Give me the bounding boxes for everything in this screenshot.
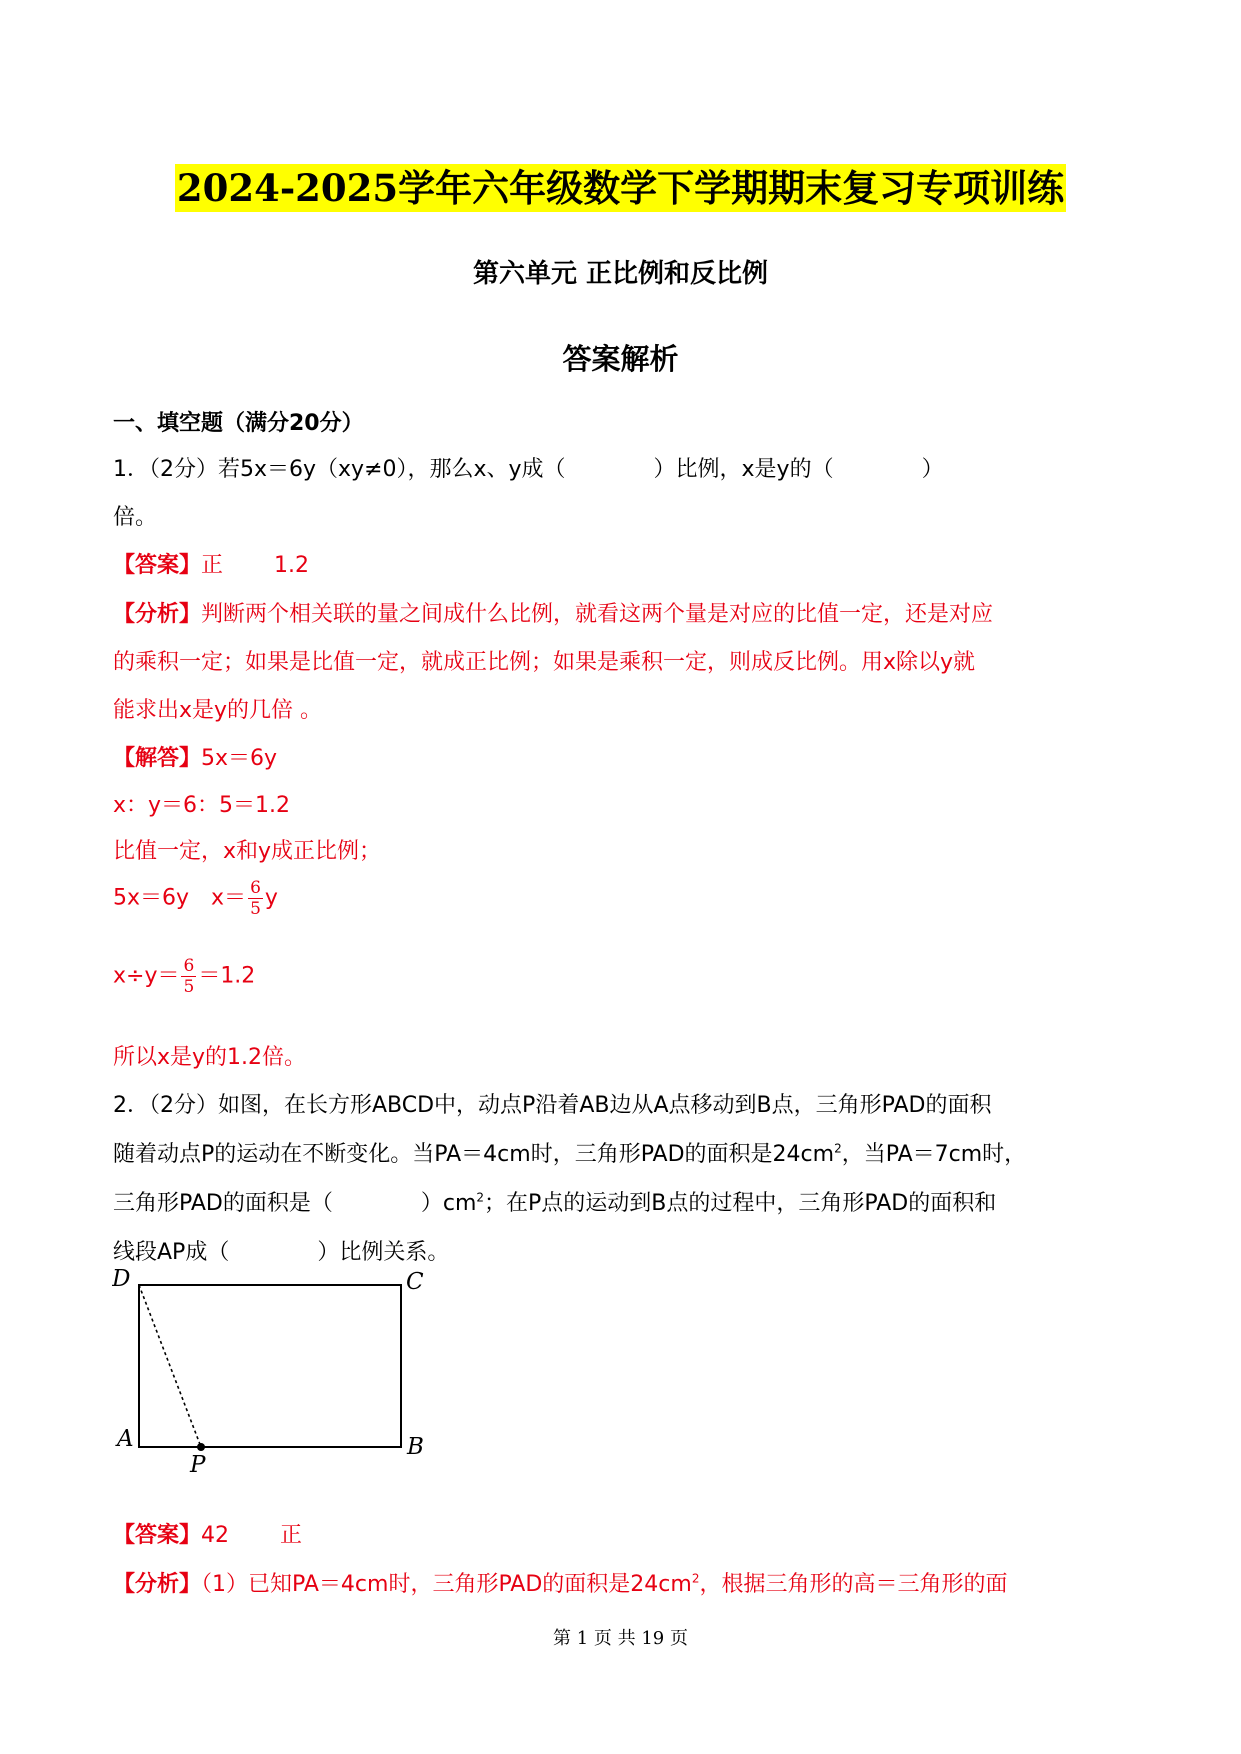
q2-answer xyxy=(113,1518,302,1549)
label-p: P xyxy=(190,1452,206,1475)
q1-solution-line4: 5x＝6y x＝ $\frac{6}{5}$ y xyxy=(113,878,278,919)
analysis-tag: 【分析】 xyxy=(113,1572,202,1597)
solution-tag: 【解答】 xyxy=(113,746,202,771)
q1-solution-line3: 比值一定，x和y成正比例； xyxy=(113,839,382,864)
label-d: D xyxy=(112,1266,131,1292)
answer-tag: 【答案】 xyxy=(113,1523,202,1548)
label-b: B xyxy=(407,1434,424,1460)
page-footer: 第 1 页 共 19 页 xyxy=(553,1628,688,1649)
q2-stem-line2: 随着动点P的运动在不断变化。当PA＝4cm时，三角形PAD的面积是$24cm^2$，当PA＝7cm时， xyxy=(113,1141,1027,1167)
unit-subtitle: 第六单元 正比例和反比例 xyxy=(472,259,769,289)
page-title: 2024-2025学年六年级数学下学期期末复习专项训练 xyxy=(176,166,1065,210)
q2-stem-line3: 三角形PAD的面积是（ ）$cm^2$；在P点的运动到B点的过程中，三角形PAD的面积和 xyxy=(113,1190,997,1216)
q1-stem-line2: 倍。 xyxy=(113,505,158,530)
q2-analysis-line1: 【分析】（1）已知PA＝4cm时，三角形PAD的面积是$24cm^2$，根据三角形的高＝三角形的面 xyxy=(113,1571,1008,1597)
q1-solution-line5: x÷y＝ $\frac{6}{5}$ ＝1.2 xyxy=(113,956,256,997)
answer-text: 正 1.2 xyxy=(201,553,309,578)
rectangle-outline xyxy=(139,1285,401,1447)
section-heading: 一、填空题（满分20分） xyxy=(113,411,364,436)
answer-heading: 答案解析 xyxy=(562,342,679,376)
q1-stem-line1: 1．（2分）若5x＝6y（xy≠0），那么x、y成（ ）比例，x是y的（ ） xyxy=(113,457,944,482)
q1-solution-line1: 【解答】5x＝6y xyxy=(113,746,278,771)
answer-tag: 【答案】 xyxy=(113,553,202,578)
q1-analysis-line2: 的乘积一定；如果是比值一定，就成正比例；如果是乘积一定，则成反比例。用x除以y就 xyxy=(113,650,976,675)
q2-stem-line1: 2．（2分）如图，在长方形ABCD中，动点P沿着AB边从A点移动到B点，三角形PAD的面积 xyxy=(113,1093,992,1118)
point-p xyxy=(197,1443,205,1451)
label-a: A xyxy=(117,1426,134,1452)
analysis-tag: 【分析】 xyxy=(113,602,202,627)
rectangle-abcd-figure xyxy=(112,1265,442,1475)
q1-solution-line2: x：y＝6：5＝1.2 xyxy=(113,793,291,818)
q2-stem-line4: 线段AP成（ ）比例关系。 xyxy=(113,1240,450,1265)
dashed-segment-dp xyxy=(139,1285,201,1447)
label-c: C xyxy=(406,1269,424,1295)
q1-analysis-line1: 【分析】判断两个相关联的量之间成什么比例，就看这两个量是对应的比值一定，还是对应 xyxy=(113,602,994,627)
q1-analysis-line3: 能求出x是y的几倍 。 xyxy=(113,698,323,723)
fraction: $\frac{6}{5}$ xyxy=(183,956,195,997)
answer-text: 42 正 xyxy=(201,1523,303,1548)
fraction: $\frac{6}{5}$ xyxy=(250,878,261,919)
q1-answer xyxy=(113,548,309,579)
q1-solution-line6: 所以x是y的1.2倍。 xyxy=(113,1045,307,1070)
